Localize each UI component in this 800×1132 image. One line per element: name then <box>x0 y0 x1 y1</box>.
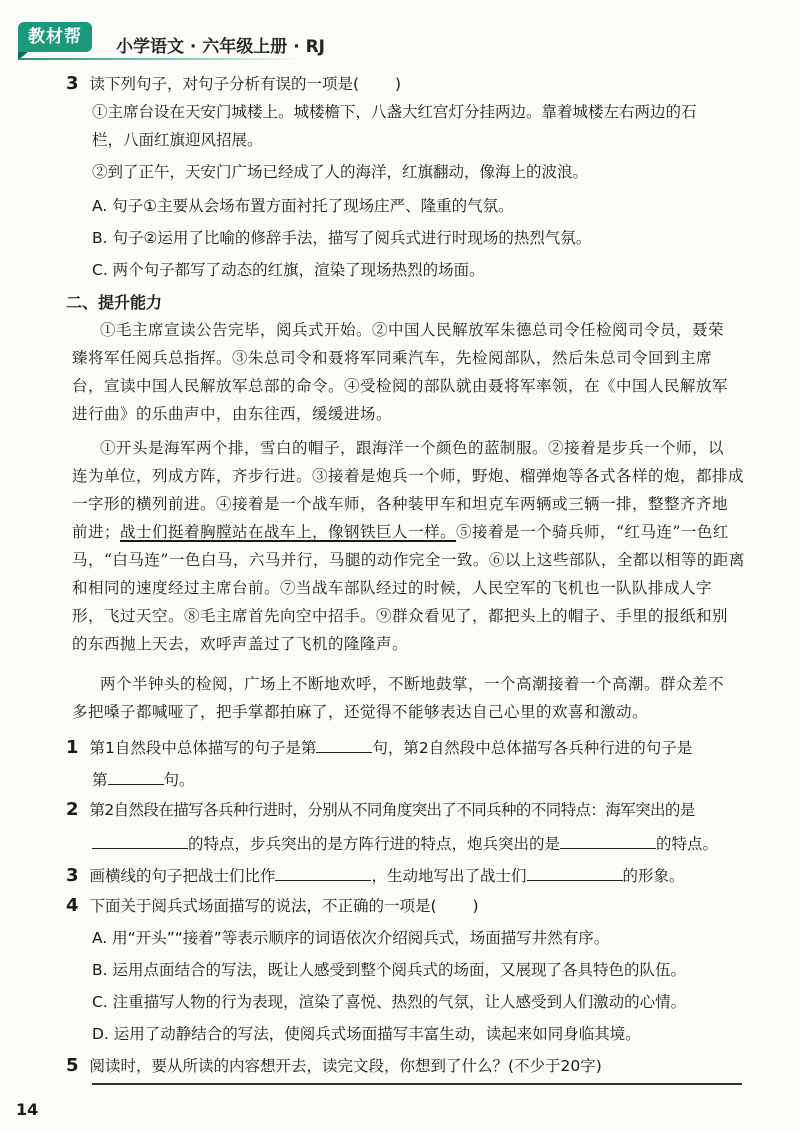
passage-p3-line2: 多把嗓子都喊哑了，把手掌都拍麻了，还觉得不能够表达自己心里的欢喜和激动。 <box>72 703 649 721</box>
question-text-end: ) <box>395 75 402 93</box>
question-text: 第1自然段中总体描写的句子是第 <box>89 739 317 757</box>
answer-blank[interactable] <box>92 830 188 849</box>
option-b[interactable]: B. 句子②运用了比喻的修辞手法，描写了阅兵式进行时现场的热烈气氛。 <box>92 229 592 247</box>
underlined-sentence: 战士们挺着胸膛站在战车上，像钢铁巨人一样。 <box>120 523 457 541</box>
passage-p1-line3: 台，宣读中国人民解放军总部的命令。④受检阅的部队就由聂将军率领，在《中国人民解放军 <box>72 377 729 395</box>
q3-top-stem <box>66 72 401 96</box>
question-text: 第 <box>92 771 108 789</box>
question-text: 下面关于阅兵式场面描写的说法，不正确的一项是( <box>89 897 437 915</box>
question-text: 的形象。 <box>622 867 685 885</box>
question-number: 5 <box>66 1055 79 1076</box>
answer-blank[interactable] <box>275 862 371 881</box>
answer-blank[interactable] <box>108 766 164 785</box>
header-rule <box>18 58 298 60</box>
question-number: 3 <box>66 865 79 886</box>
question-number: 4 <box>66 895 79 916</box>
passage-p2-line7: 形，飞过天空。⑧毛主席首先向空中招手。⑨群众看见了，都把头上的帽子、手里的报纸和别 <box>72 607 729 625</box>
sentence-2: ②到了正午，天安门广场已经成了人的海洋，红旗翻动，像海上的波浪。 <box>92 163 589 181</box>
passage-p2-line6: 和相同的速度经过主席台前。⑦当战车部队经过的时候，人民空军的飞机也一队队排成人字 <box>72 579 713 597</box>
answer-blank[interactable] <box>316 734 372 753</box>
question-text: 阅读时，要从所读的内容想开去，读完文段，你想到了什么？(不少于20字) <box>89 1057 602 1075</box>
question-text: 第2自然段在描写各兵种行进时，分别从不同角度突出了不同兵种的不同特点：海军突出的是 <box>89 801 695 819</box>
question-text: 句。 <box>163 771 195 789</box>
section-heading: 二、提升能力 <box>66 293 163 312</box>
question-5 <box>66 1054 602 1078</box>
question-2-cont <box>92 830 718 856</box>
question-number: 3 <box>66 73 79 94</box>
question-1 <box>66 734 692 760</box>
answer-line[interactable] <box>92 1083 742 1085</box>
question-1-cont <box>92 766 195 792</box>
option-c[interactable]: C. 两个句子都写了动态的红旗，渲染了现场热烈的场面。 <box>92 261 485 279</box>
passage-p2-line3: 一字形的横列前进。④接着是一个战车师，各种装甲车和坦克车两辆或三辆一排，整整齐齐地 <box>72 495 729 513</box>
sentence-1-line2: 栏，八面红旗迎风招展。 <box>92 131 263 149</box>
question-text: 读下列句子，对句子分析有误的一项是( <box>89 75 360 93</box>
passage-p2-line2: 连为单位，列成方阵，齐步行进。③接着是炮兵一个师，野炮、榴弹炮等各式各样的炮，都排成 <box>72 467 745 485</box>
option-a[interactable]: A. 句子①主要从会场布置方面衬托了现场庄严、隆重的气氛。 <box>92 197 514 215</box>
question-text: 的特点。 <box>656 835 719 853</box>
book-title: 小学语文 · 六年级上册 · RJ <box>116 37 326 57</box>
question-text: ，生动地写出了战士们 <box>371 867 527 885</box>
answer-blank[interactable] <box>527 862 623 881</box>
question-text: 画横线的句子把战士们比作 <box>89 867 276 885</box>
q4-option-d[interactable]: D. 运用了动静结合的写法，使阅兵式场面描写丰富生动，读起来如同身临其境。 <box>92 1025 641 1043</box>
question-text: 句，第2自然段中总体描写各兵种行进的句子是 <box>372 739 693 757</box>
question-4 <box>66 894 479 918</box>
question-text-end: ) <box>472 897 479 915</box>
passage-p2-line1: ①开头是海军两个排，雪白的帽子，跟海洋一个颜色的蓝制服。②接着是步兵一个师，以 <box>100 439 725 457</box>
passage-p2-line4 <box>72 520 729 544</box>
page-number: 14 <box>16 1100 39 1119</box>
question-2 <box>66 798 695 822</box>
question-number: 2 <box>66 799 79 820</box>
passage-p2-line5: 马，“白马连”一色白马，六马并行，马腿的动作完全一致。⑥以上这些部队，全都以相等的距离 <box>72 551 745 569</box>
q4-option-b[interactable]: B. 运用点面结合的写法，既让人感受到整个阅兵式的场面，又展现了各具特色的队伍。 <box>92 961 686 979</box>
passage-text: 前进； <box>72 523 121 541</box>
passage-text: ⑤接着是一个骑兵师，“红马连”一色红 <box>456 523 729 541</box>
q4-option-a[interactable]: A. 用“开头”“接着”等表示顺序的词语依次介绍阅兵式，场面描写井然有序。 <box>92 929 610 947</box>
sentence-1-line1: ①主席台设在天安门城楼上。城楼檐下，八盏大红宫灯分挂两边。靠着城楼左右两边的石 <box>92 103 697 121</box>
passage-p1-line2: 臻将军任阅兵总指挥。③朱总司令和聂将军同乘汽车，先检阅部队，然后朱总司令回到主席 <box>72 349 713 367</box>
passage-p1-line4: 进行曲》的乐曲声中，由东往西，缓缓进场。 <box>72 405 393 423</box>
question-text: 的特点，步兵突出的是方阵行进的特点，炮兵突出的是 <box>188 835 561 853</box>
question-number: 1 <box>66 737 79 758</box>
q4-option-c[interactable]: C. 注重描写人物的行为表现，渲染了喜悦、热烈的气氛，让人感受到人们激动的心情。 <box>92 993 687 1011</box>
passage-p2-line8: 的东西抛上天去，欢呼声盖过了飞机的隆隆声。 <box>72 635 409 653</box>
question-3 <box>66 862 685 888</box>
passage-p3-line1: 两个半钟头的检阅，广场上不断地欢呼，不断地鼓掌，一个高潮接着一个高潮。群众差不 <box>100 675 725 693</box>
brand-badge: 教材帮 <box>18 22 92 52</box>
answer-blank[interactable] <box>560 830 656 849</box>
passage-p1-line1: ①毛主席宣读公告完毕，阅兵式开始。②中国人民解放军朱德总司令任检阅司令员，聂荣 <box>100 321 725 339</box>
